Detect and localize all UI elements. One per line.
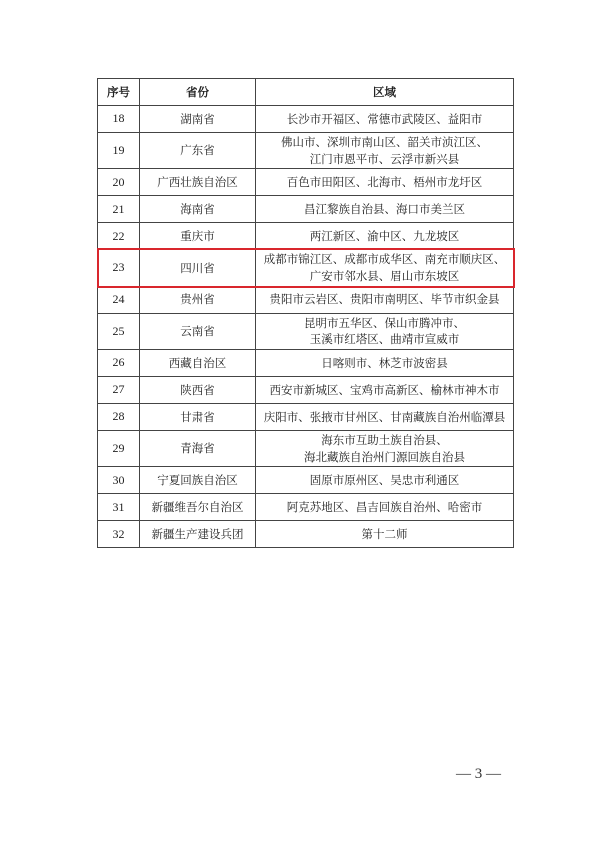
table-row	[98, 250, 514, 286]
cell-province: 广东省	[140, 133, 256, 169]
cell-seq: 28	[98, 404, 140, 431]
region-line: 海北藏族自治州门源回族自治县	[304, 449, 465, 464]
cell-region	[256, 196, 514, 223]
cell-province: 重庆市	[140, 223, 256, 250]
table-row	[98, 404, 514, 431]
region-line: 两江新区、渝中区、九龙坡区	[309, 229, 460, 243]
cell-seq: 24	[98, 286, 140, 313]
cell-seq: 29	[98, 431, 140, 467]
region-line: 固原市原州区、吴忠市利通区	[309, 473, 460, 488]
region-line: 昆明市五华区、保山市腾冲市、	[304, 315, 465, 330]
region-table-container	[97, 78, 513, 548]
cell-region	[256, 431, 514, 467]
region-line: 江门市恩平市、云浮市新兴县	[309, 151, 460, 166]
cell-province: 四川省	[140, 250, 256, 286]
header-region: 区域	[256, 79, 514, 106]
cell-seq: 20	[98, 169, 140, 196]
cell-region	[256, 467, 514, 494]
table-row	[98, 350, 514, 377]
cell-seq: 21	[98, 196, 140, 223]
header-seq: 序号	[98, 79, 140, 106]
cell-province: 新疆维吾尔自治区	[140, 494, 256, 521]
cell-province: 宁夏回族自治区	[140, 467, 256, 494]
region-line: 第十二师	[361, 527, 408, 542]
cell-province: 贵州省	[140, 286, 256, 313]
region-line: 成都市锦江区、成都市成华区、南充市顺庆区、	[263, 252, 506, 267]
region-line: 贵阳市云岩区、贵阳市南明区、毕节市织金县	[269, 292, 500, 307]
table-row	[98, 223, 514, 250]
cell-province: 云南省	[140, 313, 256, 349]
cell-seq: 31	[98, 494, 140, 521]
cell-seq: 19	[98, 133, 140, 169]
table-header-row	[98, 79, 514, 106]
page-number: — 3 —	[456, 766, 501, 782]
cell-province: 新疆生产建设兵团	[140, 521, 256, 548]
cell-region	[256, 223, 514, 250]
table-row	[98, 431, 514, 467]
region-line: 长沙市开福区、常德市武陵区、益阳市	[286, 111, 483, 126]
table-row	[98, 494, 514, 521]
cell-seq: 18	[98, 106, 140, 133]
region-line: 广安市邻水县、眉山市东坡区	[309, 269, 460, 284]
cell-region	[256, 313, 514, 349]
cell-seq: 30	[98, 467, 140, 494]
cell-seq: 22	[98, 223, 140, 250]
table-row	[98, 106, 514, 133]
cell-province: 西藏自治区	[140, 350, 256, 377]
region-line: 玉溪市红塔区、曲靖市宣威市	[309, 332, 460, 347]
table-row	[98, 196, 514, 223]
cell-region	[256, 521, 514, 548]
table-row	[98, 169, 514, 196]
cell-region	[256, 404, 514, 431]
cell-region	[256, 350, 514, 377]
region-line: 昌江黎族自治县、海口市美兰区	[304, 202, 465, 216]
table-row	[98, 521, 514, 548]
cell-region	[256, 169, 514, 196]
cell-region	[256, 133, 514, 169]
cell-seq: 26	[98, 350, 140, 377]
cell-region	[256, 494, 514, 521]
cell-region	[256, 250, 514, 286]
region-line: 阿克苏地区、昌吉回族自治州、哈密市	[286, 500, 483, 515]
cell-seq: 27	[98, 377, 140, 404]
cell-region	[256, 377, 514, 404]
cell-seq: 23	[98, 250, 140, 286]
region-line: 庆阳市、张掖市甘州区、甘南藏族自治州临潭县	[263, 409, 506, 424]
region-line: 百色市田阳区、北海市、梧州市龙圩区	[286, 175, 483, 189]
region-line: 海东市互助土族自治县、	[321, 433, 448, 448]
cell-province: 青海省	[140, 431, 256, 467]
table-row	[98, 377, 514, 404]
header-province: 省份	[140, 79, 256, 106]
cell-seq: 25	[98, 313, 140, 349]
table-row	[98, 467, 514, 494]
table-row	[98, 286, 514, 313]
region-table	[97, 78, 514, 548]
cell-province: 陕西省	[140, 377, 256, 404]
cell-province: 广西壮族自治区	[140, 169, 256, 196]
cell-province: 甘肃省	[140, 404, 256, 431]
table-row	[98, 313, 514, 349]
cell-seq: 32	[98, 521, 140, 548]
cell-region	[256, 286, 514, 313]
region-line: 佛山市、深圳市南山区、韶关市浈江区、	[281, 135, 488, 149]
table-row	[98, 133, 514, 169]
region-line: 日喀则市、林芝市波密县	[321, 355, 448, 370]
cell-province: 海南省	[140, 196, 256, 223]
cell-province: 湖南省	[140, 106, 256, 133]
cell-region	[256, 106, 514, 133]
region-line: 西安市新城区、宝鸡市高新区、榆林市神木市	[269, 382, 500, 397]
